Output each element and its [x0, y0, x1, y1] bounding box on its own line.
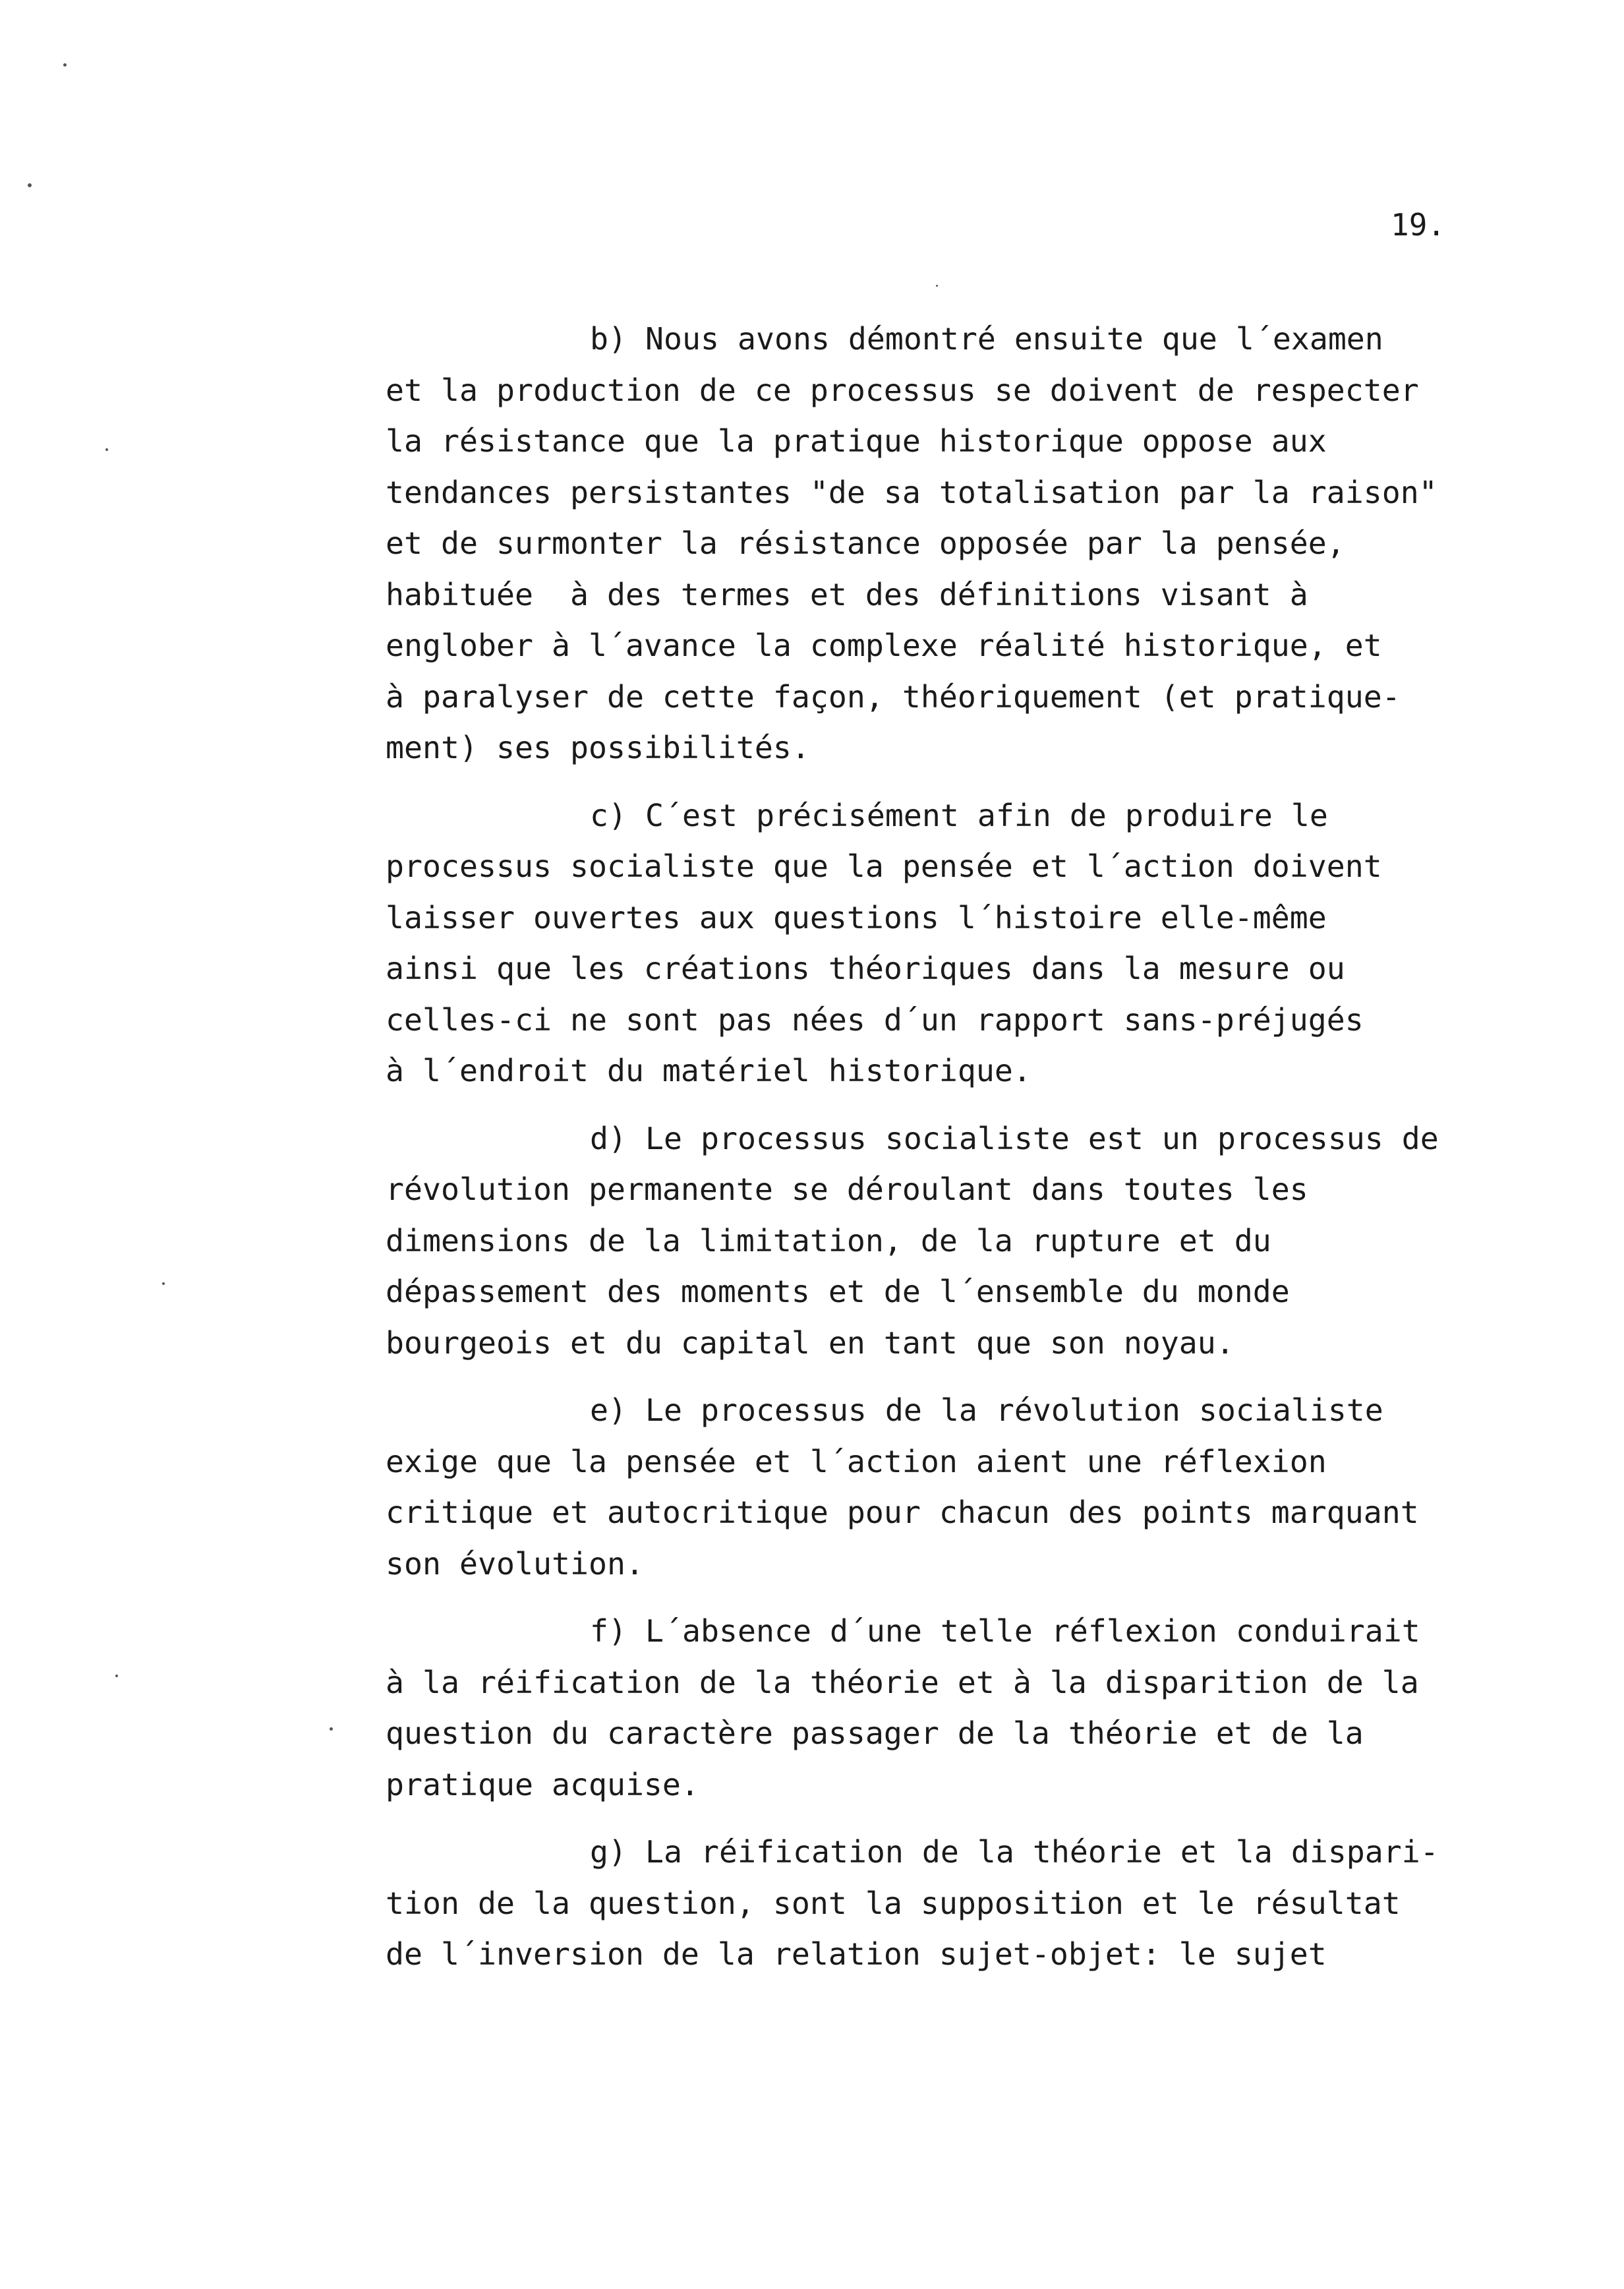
- paragraph-b: [386, 314, 1546, 774]
- text-line: de l´inversion de la relation sujet-objet: le sujet: [386, 1936, 1327, 1972]
- paragraph-d: [386, 1114, 1546, 1369]
- body-text: [386, 314, 1546, 1997]
- text-line: son évolution.: [386, 1545, 644, 1582]
- text-line: exige que la pensée et l´action aient une réflexion: [386, 1443, 1327, 1479]
- scan-speck: [162, 1282, 165, 1285]
- text-line: pratique acquise.: [386, 1766, 699, 1802]
- text-line: dimensions de la limitation, de la rupture et du: [386, 1222, 1271, 1259]
- text-line: et de surmonter la résistance opposée par la pensée,: [386, 525, 1345, 561]
- text-line: celles-ci ne sont pas nées d´un rapport sans-préjugés: [386, 1001, 1364, 1038]
- text-line: b) Nous avons démontré ensuite que l´examen: [590, 321, 1383, 357]
- text-line: à l´endroit du matériel historique.: [386, 1053, 1031, 1088]
- text-line: bourgeois et du capital en tant que son noyau.: [386, 1324, 1234, 1361]
- text-line: ment) ses possibilités.: [386, 730, 810, 765]
- paragraph-g: [386, 1827, 1546, 1980]
- text-line: à la réification de la théorie et à la disparition de la: [386, 1664, 1419, 1700]
- page-number: 19.: [1391, 207, 1446, 243]
- text-line: e) Le processus de la révolution socialiste: [590, 1392, 1383, 1428]
- paragraph-c: [386, 790, 1546, 1097]
- text-line: englober à l´avance la complexe réalité historique, et: [386, 628, 1382, 663]
- text-line: question du caractère passager de la théorie et de la: [386, 1715, 1364, 1751]
- text-line: la résistance que la pratique historique oppose aux: [386, 423, 1327, 459]
- text-line: g) La réification de la théorie et la dispari-: [590, 1834, 1439, 1870]
- text-line: à paralyser de cette façon, théoriquement (et pratique-: [386, 678, 1401, 715]
- text-line: révolution permanente se déroulant dans toutes les: [386, 1172, 1308, 1207]
- paragraph-f: [386, 1606, 1546, 1810]
- text-line: processus socialiste que la pensée et l´action doivent: [386, 848, 1382, 884]
- text-line: d) Le processus socialiste est un processus de: [590, 1120, 1439, 1156]
- text-line: tion de la question, sont la supposition et le résultat: [386, 1885, 1401, 1921]
- text-line: f) L´absence d´une telle réflexion conduirait: [590, 1613, 1420, 1649]
- text-line: dépassement des moments et de l´ensemble du monde: [386, 1274, 1290, 1309]
- scan-speck: [28, 183, 32, 187]
- paragraph-e: [386, 1385, 1546, 1590]
- text-line: ainsi que les créations théoriques dans la mesure ou: [386, 951, 1345, 986]
- text-line: tendances persistantes "de sa totalisation par la raison": [386, 474, 1437, 510]
- text-line: et la production de ce processus se doivent de respecter: [386, 372, 1419, 408]
- scan-speck: [63, 63, 67, 67]
- text-line: habituée à des termes et des définitions visant à: [386, 576, 1308, 612]
- text-line: laisser ouvertes aux questions l´histoire elle-même: [386, 899, 1327, 936]
- text-line: c) C´est précisément afin de produire le: [590, 797, 1328, 833]
- scan-speck: [105, 448, 108, 451]
- scan-speck: [115, 1675, 118, 1677]
- scan-speck: [330, 1727, 333, 1731]
- scan-speck: [936, 285, 938, 287]
- text-line: critique et autocritique pour chacun des points marquant: [386, 1495, 1419, 1530]
